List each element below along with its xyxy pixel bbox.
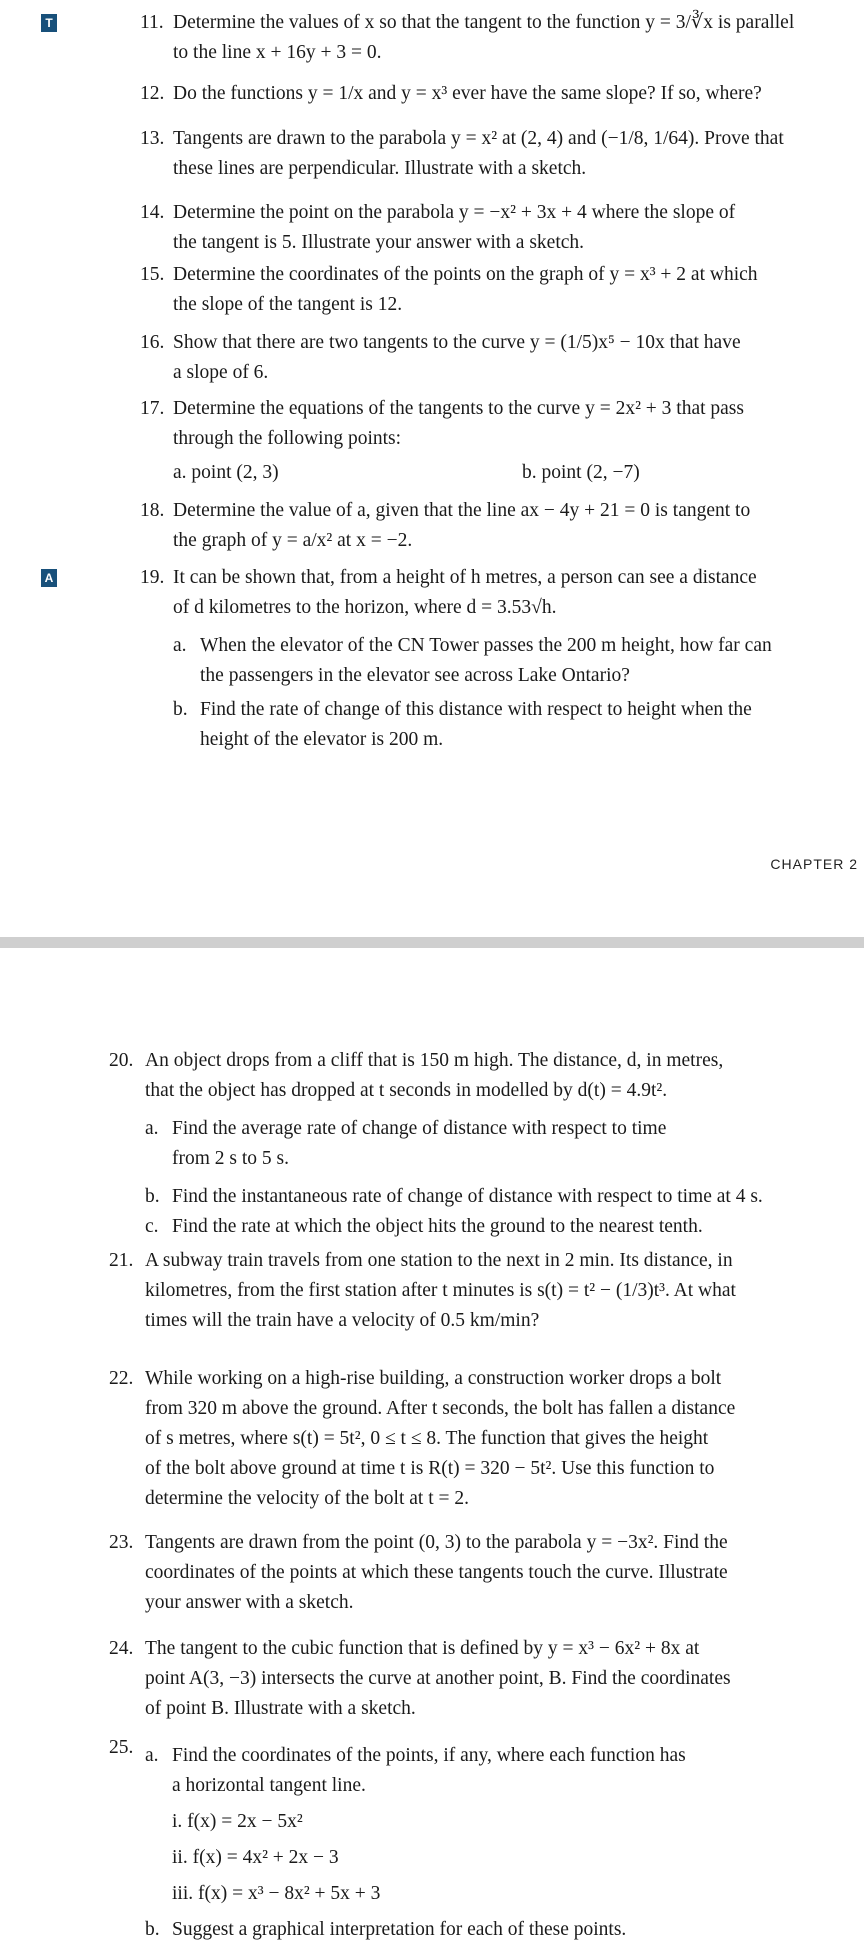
exercise-item: [140, 198, 735, 258]
exercise-text-line: Determine the equations of the tangents to the curve y = 2x² + 3 that pass: [173, 398, 744, 419]
sub-question-label: a.: [173, 635, 187, 656]
exercise-number: 16.: [140, 332, 165, 353]
page-divider: [0, 937, 864, 948]
exercise-body: [173, 328, 741, 388]
exercise-body: [173, 496, 750, 556]
exercise-text-line: Determine the coordinates of the points on the graph of y = x³ + 2 at which: [173, 264, 758, 285]
exercise-item: [109, 1364, 735, 1514]
exercise-item: [140, 79, 762, 109]
exercise-number: 20.: [109, 1050, 134, 1071]
chapter-footer: CHAPTER 2: [770, 856, 858, 872]
sub-question: [145, 1182, 763, 1212]
exercise-number: 12.: [140, 83, 165, 104]
sub-question-line: from 2 s to 5 s.: [172, 1148, 289, 1169]
exercise-number: 17.: [140, 398, 165, 419]
sub-question-body: [172, 1915, 686, 1945]
exercise-body: [145, 1634, 731, 1724]
exercise-number: 11.: [140, 12, 164, 33]
sub-question-line: the passengers in the elevator see across Lake Ontario?: [200, 665, 630, 686]
exercise-text-line: of the bolt above ground at time t is R(t) = 320 − 5t². Use this function to: [145, 1458, 715, 1479]
exercise-item: [140, 394, 744, 488]
exercise-number: 25.: [109, 1737, 134, 1758]
sub-question-label: b.: [145, 1919, 160, 1940]
exercise-text-line: to the line x + 16y + 3 = 0.: [173, 42, 382, 63]
exercise-body: [173, 198, 735, 258]
exercise-number: 19.: [140, 567, 165, 588]
exercise-text-line: times will the train have a velocity of 0.5 km/min?: [145, 1310, 540, 1331]
exercise-item: [140, 260, 758, 320]
sub-question-body: [200, 631, 772, 691]
exercise-item: [109, 1733, 686, 1945]
exercise-text-line: a slope of 6.: [173, 362, 269, 383]
exercise-body: [145, 1528, 728, 1618]
sub-question: [145, 1915, 686, 1945]
point-option: [522, 458, 640, 488]
exercise-text-line: An object drops from a cliff that is 150 m high. The distance, d, in metres,: [145, 1050, 724, 1071]
option-text: point (2, 3): [191, 462, 279, 483]
exercise-body: [145, 1741, 686, 1945]
sub-question-label: a.: [145, 1745, 159, 1766]
exercise-body: [173, 79, 762, 109]
exercise-number: 23.: [109, 1532, 134, 1553]
exercise-number: 21.: [109, 1250, 134, 1271]
sub-question-body: [172, 1212, 763, 1242]
exercise-number: 15.: [140, 264, 165, 285]
sub-question: [145, 1212, 763, 1242]
exercise-text-line: Do the functions y = 1/x and y = x³ ever have the same slope? If so, where?: [173, 83, 762, 104]
sub-question-line: Find the average rate of change of distance with respect to time: [172, 1118, 667, 1139]
exercise-text-line: your answer with a sketch.: [145, 1592, 354, 1613]
exercise-text-line: Tangents are drawn to the parabola y = x² at (2, 4) and (−1/8, 1/64). Prove that: [173, 128, 784, 149]
exercise-body: [173, 124, 784, 184]
sub-question-line: height of the elevator is 200 m.: [200, 729, 444, 750]
function-item: iii. f(x) = x³ − 8x² + 5x + 3: [172, 1883, 381, 1904]
exercise-text-line: kilometres, from the first station after t minutes is s(t) = t² − (1/3)t³. At what: [145, 1280, 736, 1301]
exercise-text-line: determine the velocity of the bolt at t = 2.: [145, 1488, 469, 1509]
teacher-badge-icon: T: [41, 14, 57, 32]
sub-question-line: a horizontal tangent line.: [172, 1775, 366, 1796]
sub-question-label: c.: [145, 1216, 159, 1237]
exercise-text-line: Tangents are drawn from the point (0, 3) to the parabola y = −3x². Find the: [145, 1532, 728, 1553]
sub-question-body: [172, 1182, 763, 1212]
option-label: a.: [173, 462, 187, 483]
exercise-text-line: of d kilometres to the horizon, where d = 3.53√h.: [173, 597, 557, 618]
exercise-text-line: The tangent to the cubic function that is defined by y = x³ − 6x² + 8x at: [145, 1638, 700, 1659]
exercise-body: [173, 394, 744, 488]
exercise-text-line: Show that there are two tangents to the curve y = (1/5)x⁵ − 10x that have: [173, 332, 741, 353]
sub-question-line: When the elevator of the CN Tower passes the 200 m height, how far can: [200, 635, 772, 656]
exercise-text-line: A subway train travels from one station to the next in 2 min. Its distance, in: [145, 1250, 733, 1271]
exercise-item: [109, 1046, 763, 1242]
exercise-body: [145, 1046, 763, 1242]
exercise-text-line: While working on a high-rise building, a construction worker drops a bolt: [145, 1368, 722, 1389]
exercise-body: [173, 563, 772, 755]
function-item: i. f(x) = 2x − 5x²: [172, 1811, 303, 1832]
exercise-item: [140, 328, 741, 388]
exercise-text-line: these lines are perpendicular. Illustrate with a sketch.: [173, 158, 587, 179]
exercise-text-line: It can be shown that, from a height of h metres, a person can see a distance: [173, 567, 757, 588]
exercise-item: [109, 1528, 728, 1618]
point-option: [173, 458, 279, 488]
option-label: b.: [522, 462, 537, 483]
sub-question-body: [172, 1114, 763, 1174]
exercise-text-line: from 320 m above the ground. After t seconds, the bolt has fallen a distance: [145, 1398, 736, 1419]
sub-question: [173, 695, 772, 755]
exercise-body: [145, 1246, 736, 1336]
exercise-text-line: Determine the value of a, given that the line ax − 4y + 21 = 0 is tangent to: [173, 500, 751, 521]
sub-question-label: b.: [173, 699, 188, 720]
exercise-body: [173, 8, 794, 68]
exercise-text-line: the graph of y = a/x² at x = −2.: [173, 530, 413, 551]
sub-question-body: [172, 1741, 686, 1909]
exercise-text-line: the tangent is 5. Illustrate your answer with a sketch.: [173, 232, 585, 253]
exercise-body: [173, 260, 758, 320]
sub-question-label: a.: [145, 1118, 159, 1139]
exercise-body: [145, 1364, 735, 1514]
exercise-number: 14.: [140, 202, 165, 223]
sub-question-line: Find the instantaneous rate of change of distance with respect to time at 4 s.: [172, 1186, 763, 1207]
exercise-text-line: of point B. Illustrate with a sketch.: [145, 1698, 416, 1719]
sub-question-label: b.: [145, 1186, 160, 1207]
application-badge-icon: A: [41, 569, 57, 587]
sub-question-body: [200, 695, 772, 755]
sub-question-line: Suggest a graphical interpretation for each of these points.: [172, 1919, 627, 1940]
exercise-item: [109, 1246, 736, 1336]
function-item: ii. f(x) = 4x² + 2x − 3: [172, 1847, 339, 1868]
exercise-item: [109, 1634, 731, 1724]
exercise-number: 22.: [109, 1368, 134, 1389]
exercise-text-line: Determine the point on the parabola y = −x² + 3x + 4 where the slope of: [173, 202, 736, 223]
sub-question: [173, 631, 772, 691]
exercise-number: 24.: [109, 1638, 134, 1659]
exercise-text-line: the slope of the tangent is 12.: [173, 294, 403, 315]
exercise-text-line: of s metres, where s(t) = 5t², 0 ≤ t ≤ 8. The function that gives the height: [145, 1428, 709, 1449]
sub-question-line: Find the rate at which the object hits the ground to the nearest tenth.: [172, 1216, 703, 1237]
sub-question: [145, 1114, 763, 1174]
exercise-text-line: that the object has dropped at t seconds in modelled by d(t) = 4.9t².: [145, 1080, 668, 1101]
exercise-item: [140, 563, 772, 755]
exercise-text-line: through the following points:: [173, 428, 402, 449]
exercise-text-line: coordinates of the points at which these tangents touch the curve. Illustrate: [145, 1562, 728, 1583]
exercise-number: 18.: [140, 500, 165, 521]
sub-question-line: Find the rate of change of this distance with respect to height when the: [200, 699, 752, 720]
sub-question: [145, 1741, 686, 1909]
exercise-item: [140, 8, 794, 68]
exercise-text-line: Determine the values of x so that the tangent to the function y = 3/∛x is parallel: [173, 12, 795, 33]
point-options: [173, 458, 744, 488]
exercise-item: [140, 496, 750, 556]
exercise-text-line: point A(3, −3) intersects the curve at another point, B. Find the coordinates: [145, 1668, 731, 1689]
option-text: point (2, −7): [541, 462, 640, 483]
exercise-item: [140, 124, 784, 184]
sub-question-line: Find the coordinates of the points, if any, where each function has: [172, 1745, 686, 1766]
exercise-number: 13.: [140, 128, 165, 149]
